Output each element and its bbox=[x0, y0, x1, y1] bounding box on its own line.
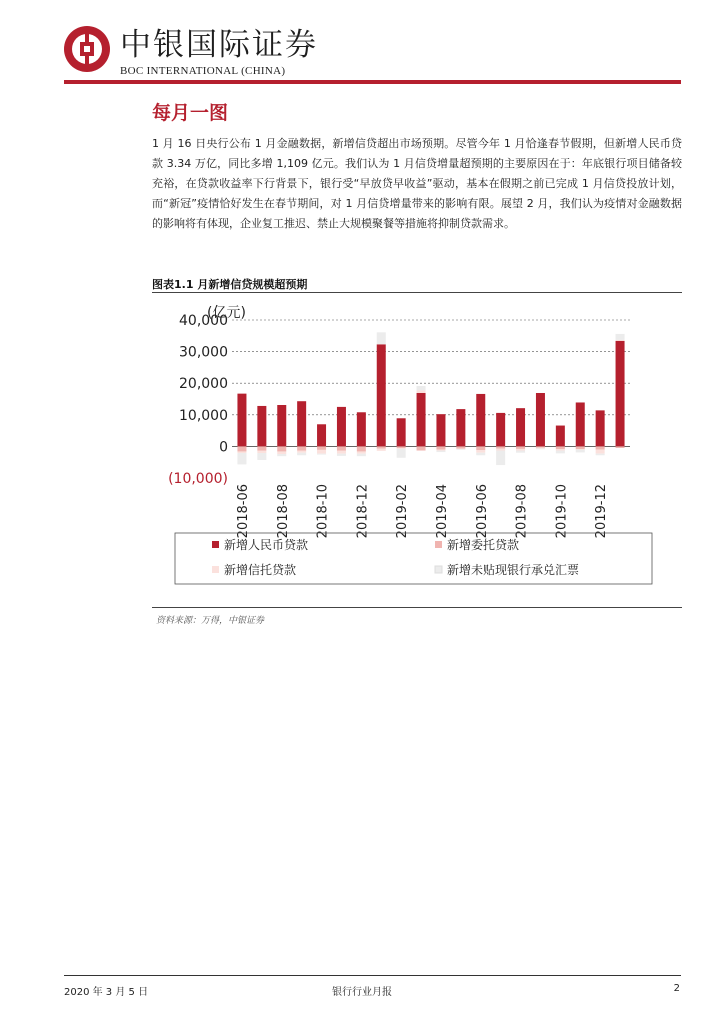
figure-rule-bottom bbox=[152, 607, 682, 608]
bar-2018-09-s0 bbox=[297, 401, 306, 446]
bar-2018-10-s0 bbox=[317, 424, 326, 446]
bar-2019-07-s1 bbox=[496, 446, 505, 448]
source-note: 资料来源：万得，中银证券 bbox=[156, 616, 265, 626]
bar-2018-08-s2 bbox=[277, 451, 286, 454]
bar-2019-04-s1 bbox=[436, 446, 445, 449]
y-tick-label: 10,000 bbox=[179, 407, 228, 424]
bar-2019-08-s2 bbox=[516, 449, 525, 451]
figure-title: 图表1.1 月新增信贷规模超预期 bbox=[152, 278, 308, 291]
header-rule bbox=[64, 80, 681, 84]
page-number: 2 bbox=[673, 983, 680, 994]
bar-2020-01-s0 bbox=[616, 341, 625, 447]
legend-label-3: 新增未贴现银行承兑汇票 bbox=[447, 563, 580, 577]
brand-name-en: BOC INTERNATIONAL (CHINA) bbox=[120, 65, 286, 77]
bar-2019-09-s3 bbox=[536, 449, 545, 450]
bar-2019-05-s1 bbox=[456, 446, 465, 448]
x-tick-label: 2019-02 bbox=[395, 484, 411, 539]
footer-title: 银行行业月报 bbox=[332, 987, 392, 998]
brand-name-cn: 中银国际证券 bbox=[120, 27, 318, 63]
bar-2018-12-s3 bbox=[357, 454, 366, 457]
bar-2018-07-s3 bbox=[257, 453, 266, 460]
bar-2018-08-s3 bbox=[277, 454, 286, 456]
x-tick-label: 2018-10 bbox=[315, 484, 331, 539]
bar-2019-03-s3 bbox=[417, 386, 426, 390]
legend-label-1: 新增委托贷款 bbox=[447, 538, 520, 552]
bar-2018-06-s2 bbox=[237, 451, 246, 453]
bar-2019-04-s2 bbox=[436, 450, 445, 451]
bar-2019-03-s1 bbox=[417, 446, 426, 450]
bar-2019-10-s1 bbox=[556, 446, 565, 449]
bar-2019-07-s2 bbox=[496, 449, 505, 451]
bar-2018-10-s3 bbox=[317, 454, 326, 455]
bar-2019-01-s1 bbox=[377, 446, 386, 448]
bar-2018-09-s3 bbox=[297, 453, 306, 456]
bar-2019-01-s0 bbox=[377, 344, 386, 446]
y-tick-label: 40,000 bbox=[179, 313, 228, 329]
bar-2019-07-s3 bbox=[496, 451, 505, 466]
bar-2019-06-s0 bbox=[476, 394, 485, 446]
x-tick-label: 2018-12 bbox=[355, 484, 371, 539]
legend-swatch-2 bbox=[212, 566, 219, 573]
bar-2018-08-s1 bbox=[277, 446, 286, 451]
bar-2018-07-s2 bbox=[257, 451, 266, 454]
bar-2020-01-s1 bbox=[616, 446, 625, 448]
bar-2019-09-s1 bbox=[536, 446, 545, 447]
y-tick-label: 30,000 bbox=[179, 344, 228, 361]
bar-2018-10-s2 bbox=[317, 450, 326, 454]
bar-2019-05-s0 bbox=[456, 409, 465, 446]
bar-2019-02-s3 bbox=[397, 449, 406, 458]
x-tick-label: 2018-08 bbox=[275, 484, 291, 539]
bar-2019-07-s0 bbox=[496, 413, 505, 446]
footer-rule bbox=[64, 975, 681, 976]
bar-2018-08-s0 bbox=[277, 405, 286, 446]
bar-2018-06-s0 bbox=[237, 394, 246, 447]
x-tick-label: 2019-04 bbox=[434, 484, 450, 539]
x-tick-label: 2019-10 bbox=[554, 484, 570, 539]
legend-swatch-1 bbox=[435, 541, 442, 548]
bar-2019-04-s3 bbox=[436, 451, 445, 453]
bar-2020-01-s3 bbox=[616, 334, 625, 340]
bar-2019-05-s2 bbox=[456, 449, 465, 450]
bar-2018-07-s0 bbox=[257, 406, 266, 446]
x-tick-label: 2019-12 bbox=[594, 484, 610, 539]
bar-2018-11-s1 bbox=[337, 446, 346, 450]
bar-2019-04-s0 bbox=[436, 414, 445, 446]
bar-2018-11-s3 bbox=[337, 454, 346, 456]
bar-2019-10-s0 bbox=[556, 426, 565, 447]
bar-2018-12-s2 bbox=[357, 451, 366, 453]
bar-2019-01-s3 bbox=[377, 332, 386, 344]
credit-bar-chart bbox=[152, 296, 682, 604]
bar-2018-06-s1 bbox=[237, 446, 246, 451]
bar-2019-12-s3 bbox=[596, 454, 605, 456]
bar-2019-08-s0 bbox=[516, 408, 525, 446]
bar-2019-11-s0 bbox=[576, 402, 585, 446]
bar-2018-11-s0 bbox=[337, 407, 346, 447]
section-title: 每月一图 bbox=[152, 102, 229, 124]
bar-2019-10-s3 bbox=[556, 451, 565, 454]
bar-2019-03-s0 bbox=[417, 393, 426, 446]
legend-swatch-3 bbox=[435, 566, 442, 573]
footer-date: 2020 年 3 月 5 日 bbox=[64, 987, 149, 998]
bar-2018-06-s3 bbox=[237, 453, 246, 464]
bar-2019-02-s0 bbox=[397, 418, 406, 446]
bar-2019-08-s1 bbox=[516, 446, 525, 449]
bar-2019-03-s2 bbox=[417, 390, 426, 393]
bar-2018-07-s1 bbox=[257, 446, 266, 450]
bar-2019-05-s3 bbox=[456, 449, 465, 450]
legend-swatch-0 bbox=[212, 541, 219, 548]
bar-2019-09-s2 bbox=[536, 448, 545, 449]
body-paragraph: 1 月 16 日央行公布 1 月金融数据，新增信贷超出市场预期。尽管今年 1 月恰逢春节假期，但新增人民币贷款 3.34 万亿，同比多增 1,109 亿元。我们认为 1 月信贷增量超预期的主要原因在于：年底银行项目储备较充裕，在贷款收益率下行背景下，银行受“早放贷早收益”驱动，基本在假期之前已完成 1 月信贷投放计划，而“新冠”疫情恰好发生在春节期间，对 1 月信贷增量带来的影响有限。展望 2 月，我们认为疫情对金融数据的影响将有体现，企业复工推迟、禁止大规模聚餐等措施将抑制贷款需求。 bbox=[152, 137, 682, 230]
bar-2018-12-s0 bbox=[357, 412, 366, 446]
y-tick-label: 0 bbox=[219, 439, 228, 456]
bar-2019-09-s0 bbox=[536, 393, 545, 446]
bar-2018-09-s1 bbox=[297, 446, 306, 450]
x-tick-label: 2019-08 bbox=[514, 484, 530, 539]
bar-2020-01-s2 bbox=[616, 340, 625, 341]
bar-2019-11-s3 bbox=[576, 450, 585, 453]
bar-2018-10-s1 bbox=[317, 446, 326, 449]
bar-2019-06-s1 bbox=[476, 446, 485, 450]
x-tick-label: 2018-06 bbox=[235, 484, 251, 539]
bar-2019-02-s2 bbox=[397, 448, 406, 449]
bar-2019-08-s3 bbox=[516, 451, 525, 453]
legend-label-0: 新增人民币贷款 bbox=[224, 538, 309, 552]
bar-2018-09-s2 bbox=[297, 451, 306, 453]
bar-2019-02-s1 bbox=[397, 446, 406, 448]
bar-2018-12-s1 bbox=[357, 446, 366, 451]
bar-2018-11-s2 bbox=[337, 451, 346, 454]
bar-2019-12-s0 bbox=[596, 410, 605, 446]
bar-2019-12-s2 bbox=[596, 450, 605, 454]
y-tick-label: 20,000 bbox=[179, 376, 228, 393]
bar-2019-12-s1 bbox=[596, 446, 605, 449]
x-tick-label: 2019-06 bbox=[474, 484, 490, 539]
bar-2019-10-s2 bbox=[556, 449, 565, 450]
figure-rule-top bbox=[152, 292, 682, 293]
bar-2019-01-s2 bbox=[377, 449, 386, 451]
y-tick-label: (10,000) bbox=[168, 471, 228, 487]
unit-label: (亿元) bbox=[207, 305, 246, 321]
legend-label-2: 新增信托贷款 bbox=[224, 563, 297, 577]
bar-2019-06-s2 bbox=[476, 450, 485, 453]
bar-2019-06-s3 bbox=[476, 453, 485, 456]
bar-2019-11-s1 bbox=[576, 446, 585, 449]
